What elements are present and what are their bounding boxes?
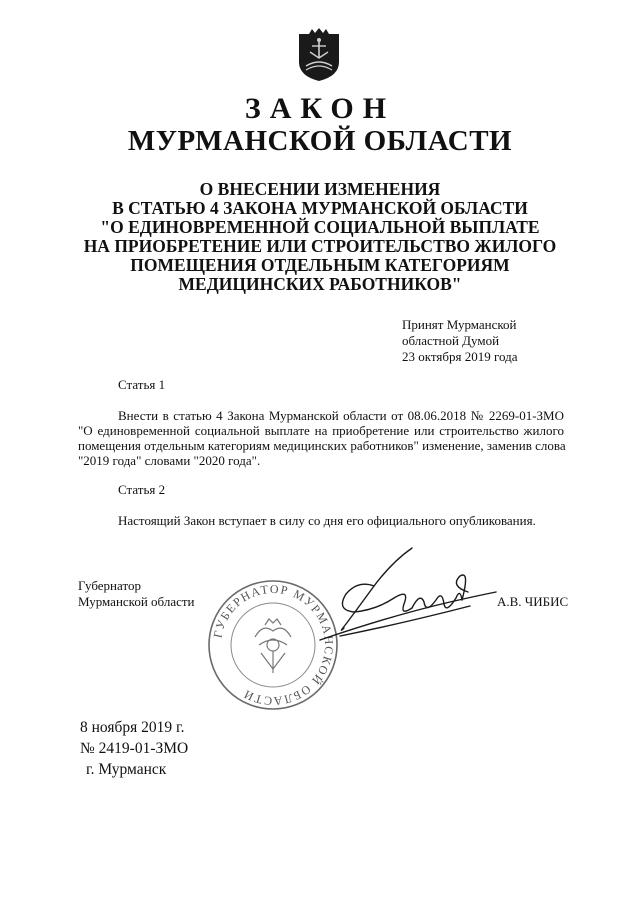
article-1-heading: Статья 1 (118, 377, 166, 392)
law-title: ЗАКОН (244, 92, 396, 125)
law-subtitle (60, 180, 580, 294)
issue-details (80, 717, 188, 780)
signatory-position (78, 578, 195, 610)
article-1-text (78, 408, 564, 468)
position-line: Мурманской области (78, 594, 195, 609)
svg-text:ГУБЕРНАТОР МУРМАНСКОЙ ОБЛАСТИ: ГУБЕРНАТОР МУРМАНСКОЙ ОБЛАСТИ (210, 581, 337, 709)
subtitle-line: МЕДИЦИНСКИХ РАБОТНИКОВ" (178, 274, 462, 294)
article-2-heading: Статья 2 (118, 482, 166, 497)
subtitle-line: О ВНЕСЕНИИ ИЗМЕНЕНИЯ (199, 179, 441, 199)
subtitle-line: НА ПРИОБРЕТЕНИЕ ИЛИ СТРОИТЕЛЬСТВО ЖИЛОГО (83, 236, 557, 256)
region-title: МУРМАНСКОЙ ОБЛАСТИ (127, 125, 513, 157)
coat-of-arms-icon (296, 28, 342, 82)
adoption-line: Принят Мурманской (402, 317, 517, 332)
position-line: Губернатор (78, 578, 141, 593)
subtitle-line: ПОМЕЩЕНИЯ ОТДЕЛЬНЫМ КАТЕГОРИЯМ (130, 255, 510, 275)
issue-date: 8 ноября 2019 г. (80, 719, 185, 736)
article-2-text (78, 513, 564, 528)
signatory-name: А.В. ЧИБИС (497, 594, 569, 609)
adoption-line: 23 октября 2019 года (402, 349, 518, 364)
article-1-line: "2019 года" словами "2020 года". (78, 453, 261, 468)
article-1-line: Внести в статью 4 Закона Мурманской области от 08.06.2018 № 2269-01-ЗМО (118, 408, 564, 423)
issue-city: г. Мурманск (86, 761, 167, 778)
issue-number: № 2419-01-ЗМО (80, 740, 189, 757)
article-1-line: помещения отдельным категориям медицинских работников" изменение, заменив слова (78, 438, 566, 453)
adoption-line: областной Думой (402, 333, 500, 348)
subtitle-line: В СТАТЬЮ 4 ЗАКОНА МУРМАНСКОЙ ОБЛАСТИ (112, 198, 528, 218)
article-1-line: "О единовременной социальной выплате на приобретение или строительство жилого (78, 423, 564, 438)
adoption-note (402, 317, 518, 365)
article-2-line: Настоящий Закон вступает в силу со дня его официального опубликования. (118, 513, 536, 528)
handwritten-signature-icon (300, 540, 500, 650)
subtitle-line: "О ЕДИНОВРЕМЕННОЙ СОЦИАЛЬНОЙ ВЫПЛАТЕ (100, 217, 540, 237)
